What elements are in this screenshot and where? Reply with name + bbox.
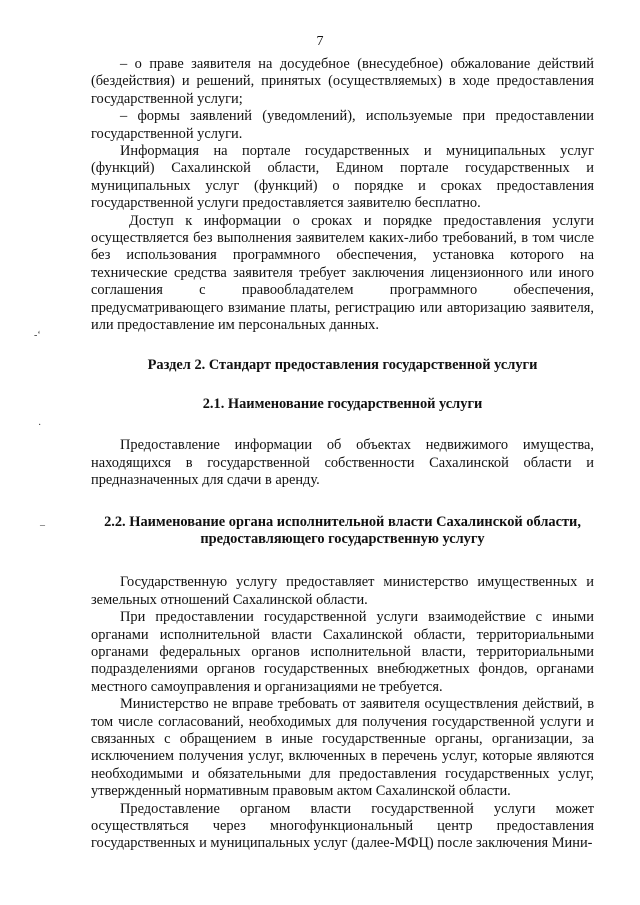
paragraph: – формы заявлений (уведомлений), используемые при предоставлении государственной услуги.	[91, 108, 594, 142]
subsection-title: 2.1. Наименование государственной услуги	[202, 395, 483, 412]
paragraph: Предоставление органом власти государственной услуги может осуществляться через многофункциональный центр предоставления государственных и муниципальных услуг (далее-МФЦ) после заключения Мини-	[91, 800, 594, 852]
paragraph: Доступ к информации о сроках и порядке предоставления услуги осуществляется без выполнения заявителем каких-либо требований, в том числе без использования программного обеспечения, установка которого на технические средства заявителя требует заключения лицензионного или иного соглашения с правообладателем программного обеспечения, предусматривающего взимание платы, регистрацию или авторизацию заявителя, или предоставление им персональных данных.	[91, 212, 594, 334]
paragraph: Министерство не вправе требовать от заявителя осуществления действий, в том числе согласований, необходимых для получения государственной услуги и связанных с обращением в иные государственные органы, организации, за исключением получения услуг, включенных в перечень услуг, которые являются необходимыми и обязательными для предоставления государственных услуг, утвержденный нормативным правовым актом Сахалинской области.	[91, 696, 594, 800]
margin-mark: ·	[38, 420, 42, 431]
paragraph: Информация на портале государственных и муниципальных услуг (функций) Сахалинской области, Едином портале государственных и муниципальных услуг (функций) о порядке и сроках предоставления государственной услуги предоставляется заявителю бесплатно.	[91, 143, 594, 212]
paragraph: При предоставлении государственной услуги взаимодействие с иными органами исполнительной власти Сахалинской области, территориальными органами федеральных органов исполнительной власти, территориальными подразделениями органов государственных внебюджетных фондов, органами местного самоуправления и организациями не требуется.	[91, 609, 594, 695]
page-number: 7	[316, 34, 324, 49]
document-body	[91, 56, 594, 853]
paragraph: Государственную услугу предоставляет министерство имущественных и земельных отношений Сахалинской области.	[91, 574, 594, 608]
margin-mark: -‘	[34, 330, 41, 341]
paragraph: Предоставление информации об объектах недвижимого имущества, находящихся в государственной собственности Сахалинской области и предназначенных для сдачи в аренду.	[91, 437, 594, 489]
section-title: Раздел 2. Стандарт предоставления государственной услуги	[147, 356, 538, 373]
subsection-title: 2.2. Наименование органа исполнительной власти Сахалинской области, предоставляющего государственную услугу	[104, 513, 581, 547]
margin-mark: –	[40, 520, 45, 531]
paragraph: – о праве заявителя на досудебное (внесудебное) обжалование действий (бездействия) и решений, принятых (осуществляемых) в ходе предоставления государственной услуги;	[91, 56, 594, 107]
